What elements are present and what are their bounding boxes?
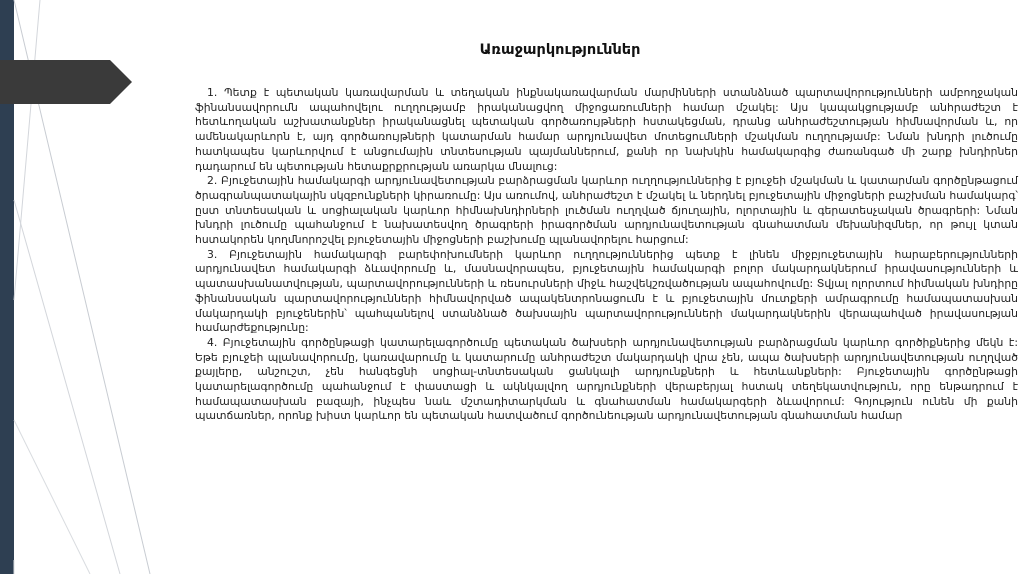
title-arrow-shape — [0, 60, 132, 104]
paragraph-3: 3. Բյուջետային համակարգի բարեփոխումների կարևոր ուղղություններից պետք է լինեն միջբյուջետային հարաբերությունների արդյունավետ համակարգի ձևավորումը և, մասնավորապես, բյուջետային համակարգի բոլոր մակարդակներում իրավասությունների և պատասխանատվության, պարտավորությունների և ռեսուրսների միջև հաշվեկշռվածության ապահովումը: Տվյալ ոլորտում հիմնական խնդիրը ֆինանսական պարտավորությունների հիմնավորված ապակենտրոնացումն է և բյուջետային մուտքերի ամրագրումը համապատասխան մակարդակի բյուջեներին՝ պահպանելով ստանձնած ծախսային պարտավորությունների մակարդակներին վերապահված իրավասության համարժեքությունը: — [195, 247, 1018, 335]
paragraph-2: 2. Բյուջետային համակարգի արդյունավետության բարձրացման կարևոր ուղղություններից է բյուջեի մշակման և կատարման գործընթացում ծրագրանպատակային սկզբունքների կիրառումը: Այս առումով, անհրաժեշտ է մշակել և ներդնել բյուջետային միջոցների բաշխման համակարգ՝ ըստ տնտեսական և սոցիալական կարևոր հիմնախնդիրների լուծման ուղղված ճյուղային, ոլորտային և գերատեսչական ծրագրերի: Նման խնդրի լուծումը պահանջում է նախատեսվող ծրագրերի իրագործման արդյունավետության գնահատման մեխանիզմներ, որ թույլ կտան հստակորեն կողմնորոշվել բյուջետային միջոցների բաշխումը պլանավորելու հարցում: — [195, 174, 1018, 247]
paragraph-4: 4. Բյուջետային գործընթացի կատարելագործումը պետական ծախսերի արդյունավետության բարձրացման կարևոր գործիքներից մեկն է: Եթե բյուջեի պլանավորումը, կառավարումը և կատարումը անհրաժեշտ մակարդակի վրա չեն, ապա ծախսերի արդյունավետության ուղղված քայլերը, անշուշտ, չեն հանգեցնի սոցիալ-տնտեսական ցանկալի արդյունքների և հետևանքների: Բյուջետային գործընթացի կատարելագործումը պահանջում է փաստացի և ակնկալվող արդյունքների վերաբերյալ հստակ տեղեկատվություն, որը ենթադրում է համապատասխան բազայի, ինչպես նաև մշտադիտարկման և գնահատման համակարգերի ձևավորում: Գոյություն ունեն մի քանի պատճառներ, որոնք խիստ կարևոր են պետական հատվածում գործունեության արդյունավետության գնահատման համար — [195, 335, 1018, 423]
document-body — [195, 86, 1018, 424]
document-title: Առաջարկություններ — [479, 42, 641, 58]
paragraph-1: 1. Պետք է պետական կառավարման և տեղական ինքնակառավարման մարմինների ստանձնած պարտավորությունների ամբողջական ֆինանսավորումն ապահովելու ուղղությամբ իրականացվող միջոցառումների համար մշակել: Այս կապակցությամբ անհրաժեշտ է հետևողական աշխատանքներ իրականացնել պետական գործառույթների հստակեցման, դրանց անհրաժեշտության հիմնավորման և, որ ամենակարևորն է, այդ գործառույթների կատարման համար արդյունավետ մոտեցումների մշակման ուղղությամբ: Նման խնդրի լուծումը հատկապես կարևորվում է անցումային տնտեսության պայմաններում, քանի որ նախկին համակարգից ժառանգած մի շարք խնդիրներ դադարում են պետության հետաքրքրության առարկա մնալուց: — [195, 86, 1018, 173]
